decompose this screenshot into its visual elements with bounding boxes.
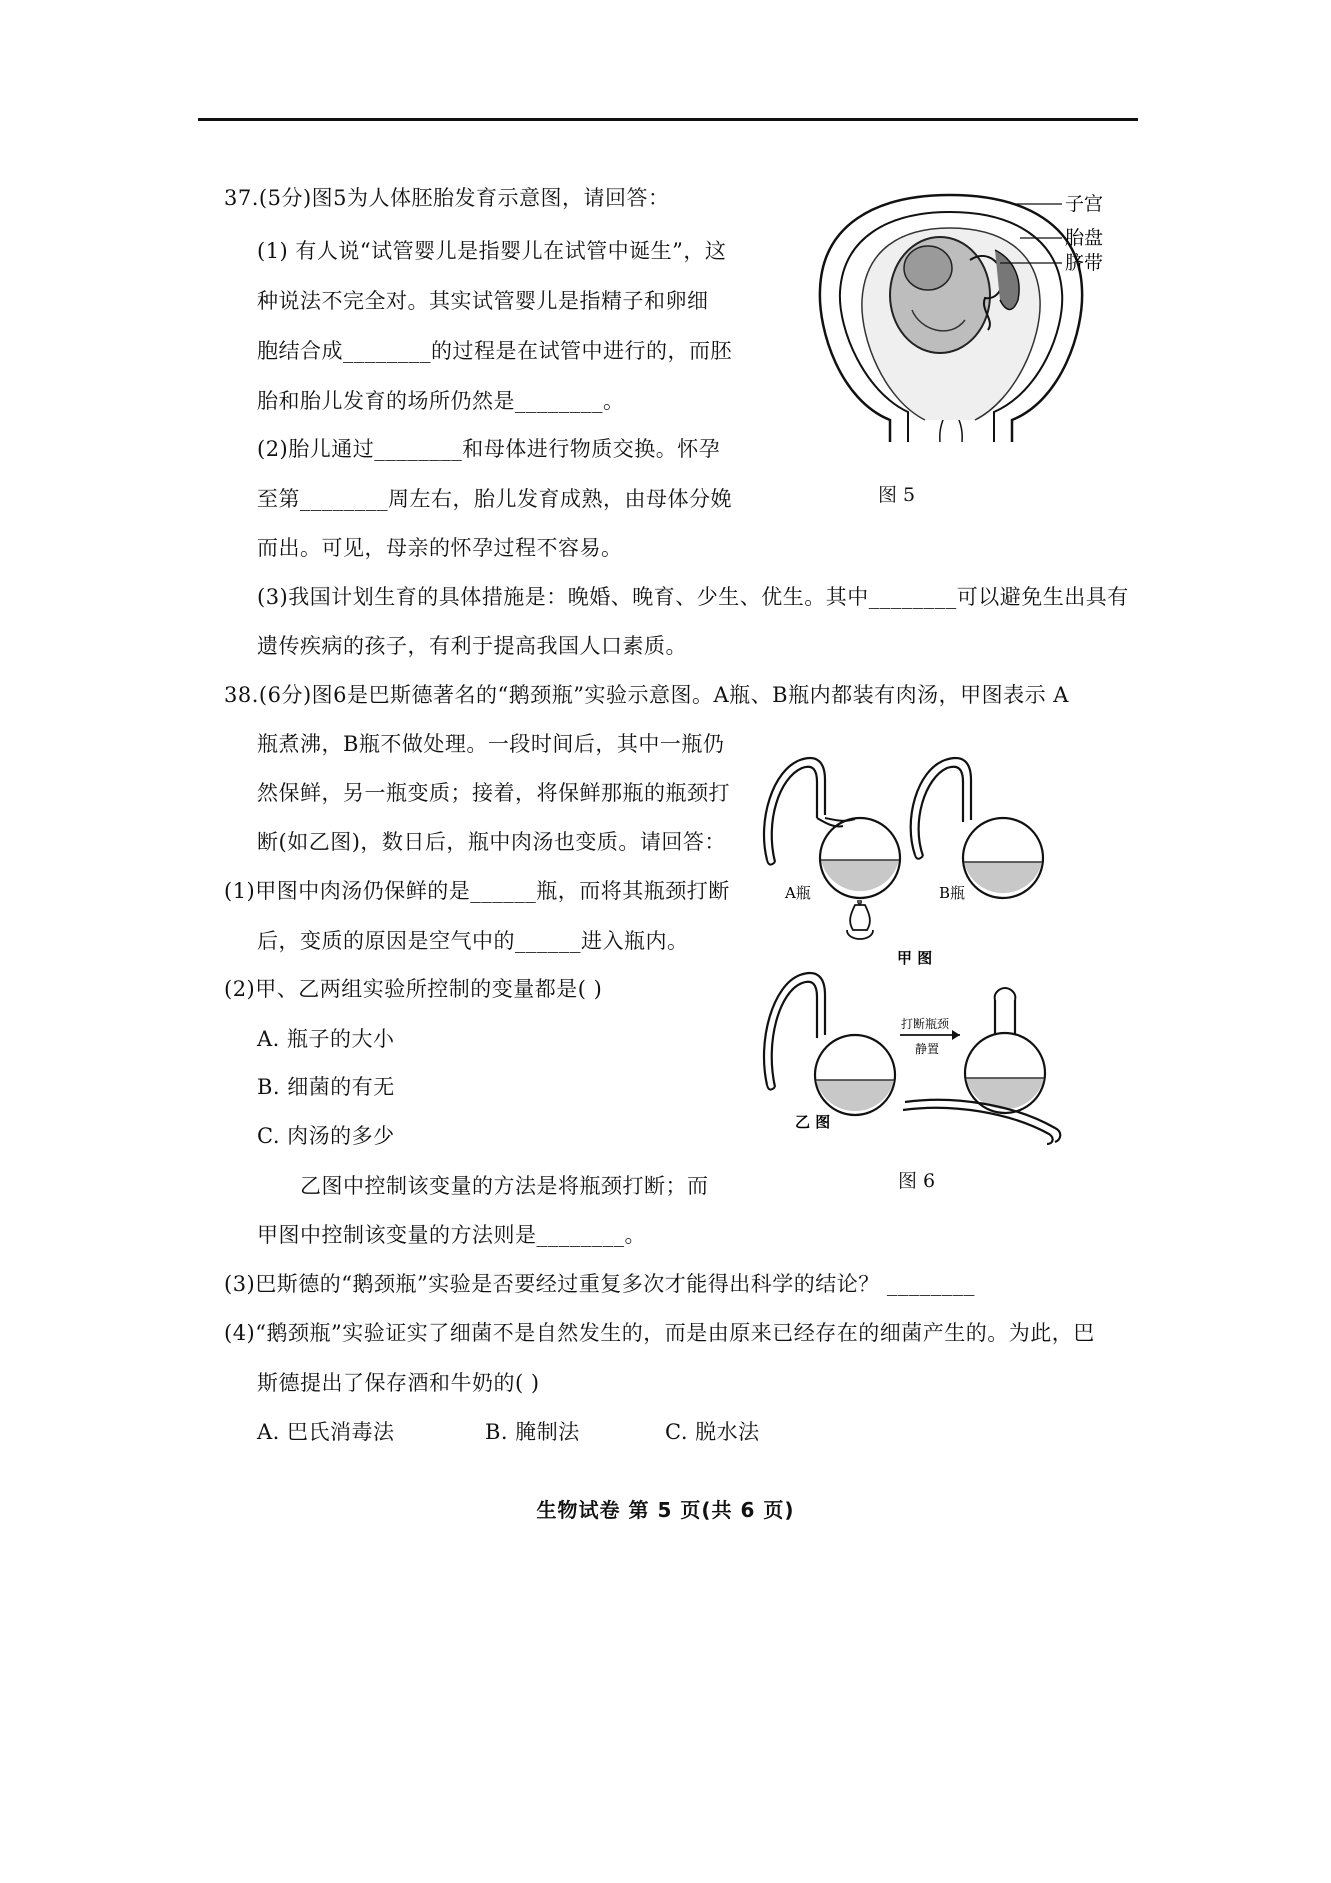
q37-p3-line2: 遗传疾病的孩子，有利于提高我国人口素质。 (257, 634, 687, 658)
q38-p4-option-a: A. 巴氏消毒法 (257, 1420, 395, 1444)
q38-stem-line3: 然保鲜，另一瓶变质；接着，将保鲜那瓶的瓶颈打 (257, 781, 730, 805)
q38-p3: (3)巴斯德的“鹅颈瓶”实验是否要经过重复多次才能得出科学的结论？ ________ (224, 1272, 975, 1296)
arrow-label-stand: 静置 (915, 1042, 940, 1056)
label-jia: 甲 图 (897, 949, 933, 967)
figure-5-uterus-diagram (800, 180, 1130, 460)
q38-stem-line4: 断(如乙图)，数日后，瓶中肉汤也变质。请回答： (257, 830, 726, 854)
figure-6-caption: 图 6 (898, 1170, 936, 1192)
label-umbilical-cord: 脐带 (1065, 252, 1104, 274)
q37-stem: 37.(5分)图5为人体胚胎发育示意图，请回答： (224, 186, 670, 210)
flask-a (764, 758, 900, 939)
q37-p2-line2: 至第________周左右，胎儿发育成熟，由母体分娩 (257, 487, 732, 511)
label-yi: 乙 图 (795, 1113, 831, 1131)
q38-p1-line2: 后，变质的原因是空气中的______进入瓶内。 (257, 929, 689, 953)
q38-p4-line2: 斯德提出了保存酒和牛奶的( ) (257, 1371, 540, 1395)
top-rule (198, 118, 1138, 121)
q37-p1-line3: 胞结合成________的过程是在试管中进行的，而胚 (257, 339, 732, 363)
q37-p1-line2: 种说法不完全对。其实试管婴儿是指精子和卵细 (257, 289, 709, 313)
arrow-label-break-neck: 打断瓶颈 (901, 1017, 950, 1031)
label-placenta: 胎盘 (1065, 227, 1104, 249)
q38-p2-follow-line2: 甲图中控制该变量的方法则是________。 (257, 1223, 646, 1247)
page-footer: 生物试卷 第 5 页(共 6 页) (536, 1498, 795, 1522)
q38-p1-line1: (1)甲图中肉汤仍保鲜的是______瓶，而将其瓶颈打断 (224, 879, 730, 903)
q37-p1-line1: (1) 有人说“试管婴儿是指婴儿在试管中诞生”，这 (257, 239, 727, 263)
figure-6-swan-neck-flasks (755, 730, 1085, 1150)
flask-b (911, 758, 1043, 898)
q38-stem-line2: 瓶煮沸，B瓶不做处理。一段时间后，其中一瓶仍 (257, 732, 725, 756)
q38-p2-option-b: B. 细菌的有无 (257, 1075, 395, 1099)
q37-p3-line1: (3)我国计划生育的具体措施是：晚婚、晚育、少生、优生。其中________可以避免生出具有 (257, 585, 1129, 609)
q38-p4-option-b: B. 腌制法 (485, 1420, 580, 1444)
q37-p1-line4: 胎和胎儿发育的场所仍然是________。 (257, 389, 625, 413)
figure-5-caption: 图 5 (878, 484, 916, 506)
q37-p2-line3: 而出。可见，母亲的怀孕过程不容易。 (257, 536, 623, 560)
q38-p2-option-c: C. 肉汤的多少 (257, 1124, 395, 1148)
flask-yi-right (965, 988, 1045, 1113)
q37-p2-line1: (2)胎儿通过________和母体进行物质交换。怀孕 (257, 437, 721, 461)
q38-p4-line1: (4)“鹅颈瓶”实验证实了细菌不是自然发生的，而是由原来已经存在的细菌产生的。为此，巴 (224, 1321, 1095, 1345)
q38-p2-follow-line1: 乙图中控制该变量的方法是将瓶颈打断；而 (300, 1174, 709, 1198)
label-flask-a: A瓶 (785, 884, 811, 902)
label-uterus: 子宫 (1065, 193, 1104, 215)
q38-p4-option-c: C. 脱水法 (665, 1420, 760, 1444)
label-flask-b: B瓶 (939, 884, 966, 902)
q38-stem-line1: 38.(6分)图6是巴斯德著名的“鹅颈瓶”实验示意图。A瓶、B瓶内都装有肉汤，甲图表示 A (224, 683, 1069, 707)
q38-p2-option-a: A. 瓶子的大小 (257, 1027, 395, 1051)
q38-p2-stem: (2)甲、乙两组实验所控制的变量都是( ) (224, 977, 603, 1001)
flask-yi-left (764, 973, 895, 1115)
